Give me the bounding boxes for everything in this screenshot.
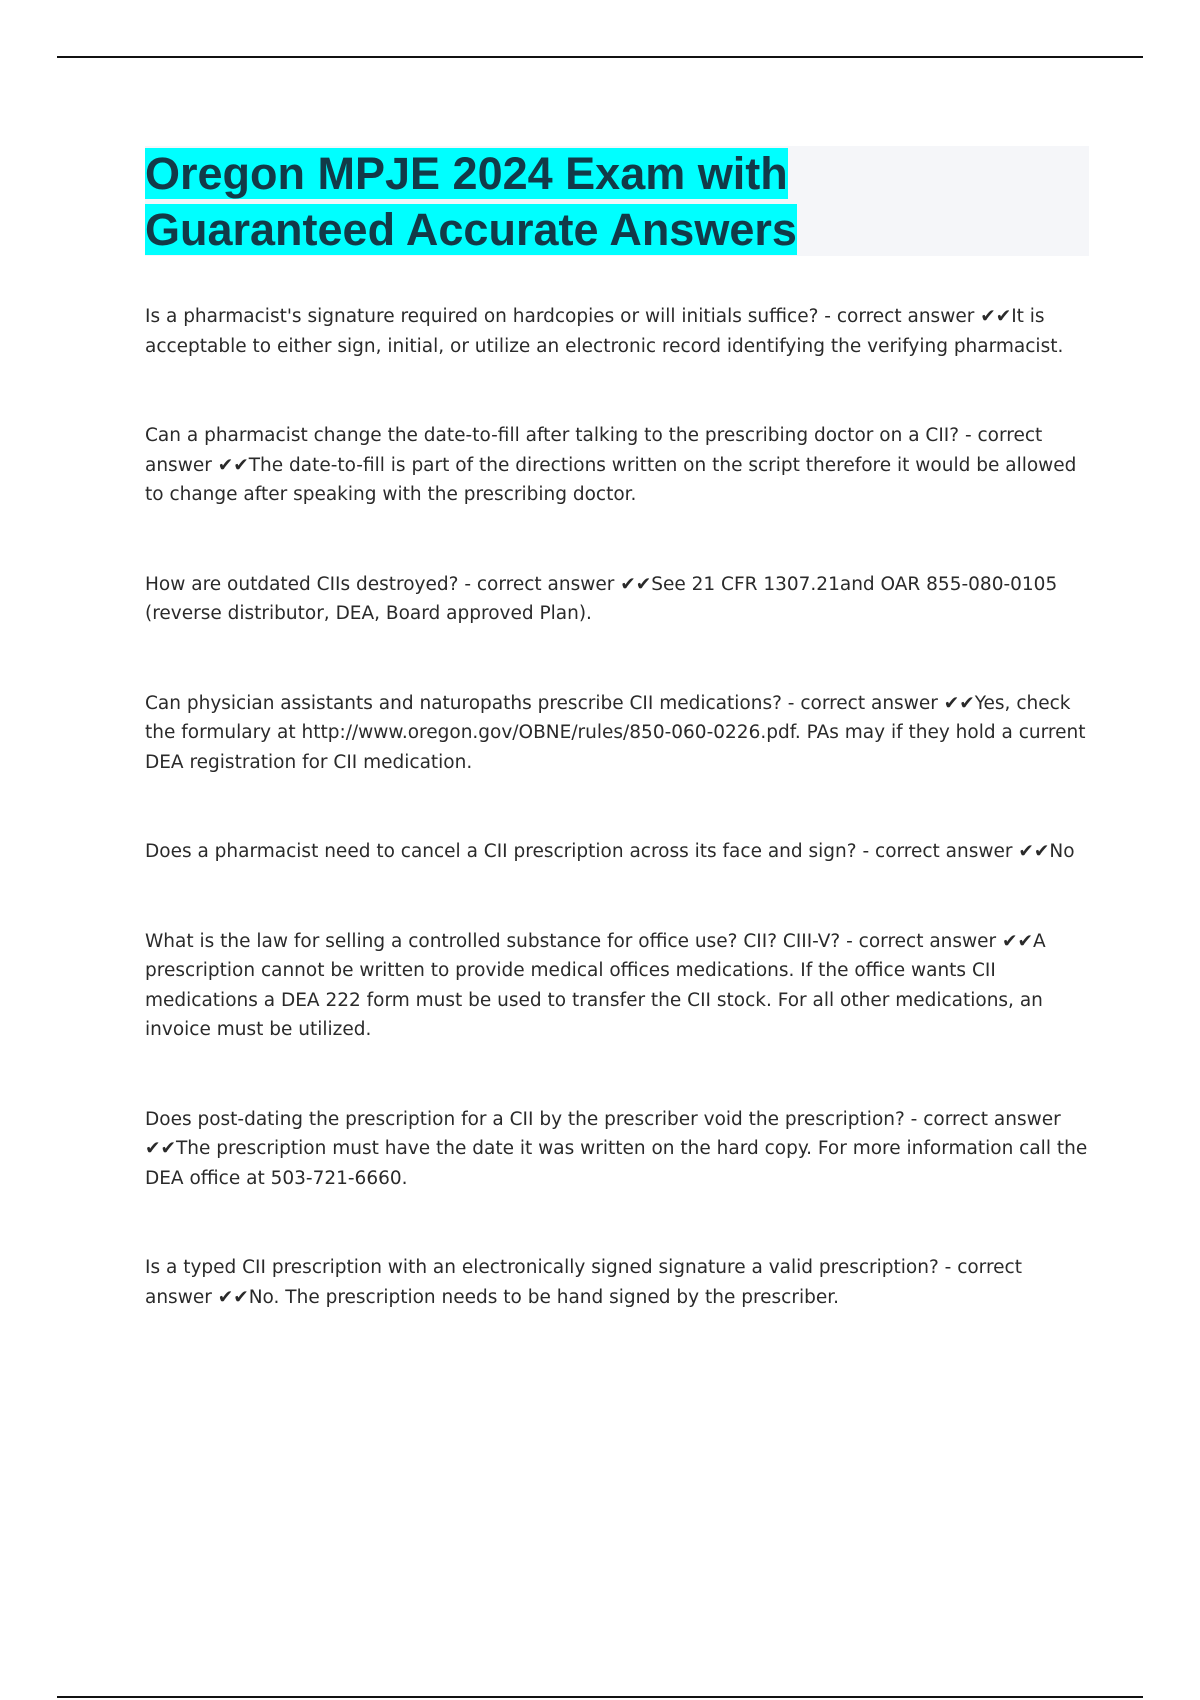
header-rule: [57, 56, 1143, 58]
qa-item-8: Is a typed CII prescription with an electronically signed signature a valid prescription? - correct answer ✔✔No. The prescription needs to be hand signed by the prescriber.: [145, 1257, 1022, 1308]
qa-item-4: Can physician assistants and naturopaths prescribe CII medications? - correct answer ✔✔Yes, check the formulary at http://www.oregon.gov/OBNE/rules/850-060-0226.pdf. PAs may if they hold a current DEA registration for CII medication.: [145, 692, 1086, 773]
qa-item-2: Can a pharmacist change the date-to-fill after talking to the prescribing doctor on a CII? - correct answer ✔✔The date-to-fill is part of the directions written on the script therefore it would be allowed to change after speaking with the prescribing doctor.: [145, 425, 1077, 505]
qa-list: [145, 302, 1090, 1372]
qa-item-6: What is the law for selling a controlled substance for office use? CII? CIII-V? - correct answer ✔✔A prescription cannot be written to provide medical offices medications. If the office wants CII medications a DEA 222 form must be used to transfer the CII stock. For all other medications, an invoice must be utilized.: [145, 930, 1046, 1040]
footer-rule: [57, 1696, 1143, 1698]
qa-item-5: Does a pharmacist need to cancel a CII prescription across its face and sign? - correct answer ✔✔No: [145, 841, 1075, 862]
qa-item-7: Does post-dating the prescription for a CII by the prescriber void the prescription? - correct answer ✔✔The prescription must have the date it was written on the hard copy. For more information call the DEA office at 503-721-6660.: [145, 1108, 1088, 1189]
document-title: [145, 146, 1089, 258]
title-line-2: Guaranteed Accurate Answers: [145, 204, 797, 255]
title-line-1: Oregon MPJE 2024 Exam with: [145, 148, 788, 199]
title-block: [145, 146, 1089, 256]
qa-item-1: Is a pharmacist's signature required on hardcopies or will initials suffice? - correct answer ✔✔It is acceptable to either sign, initial, or utilize an electronic record identifying the verifying pharmacist.: [145, 306, 1064, 357]
qa-item-3: How are outdated CIIs destroyed? - correct answer ✔✔See 21 CFR 1307.21and OAR 855-080-0105 (reverse distributor, DEA, Board approved Plan).: [145, 573, 1058, 624]
